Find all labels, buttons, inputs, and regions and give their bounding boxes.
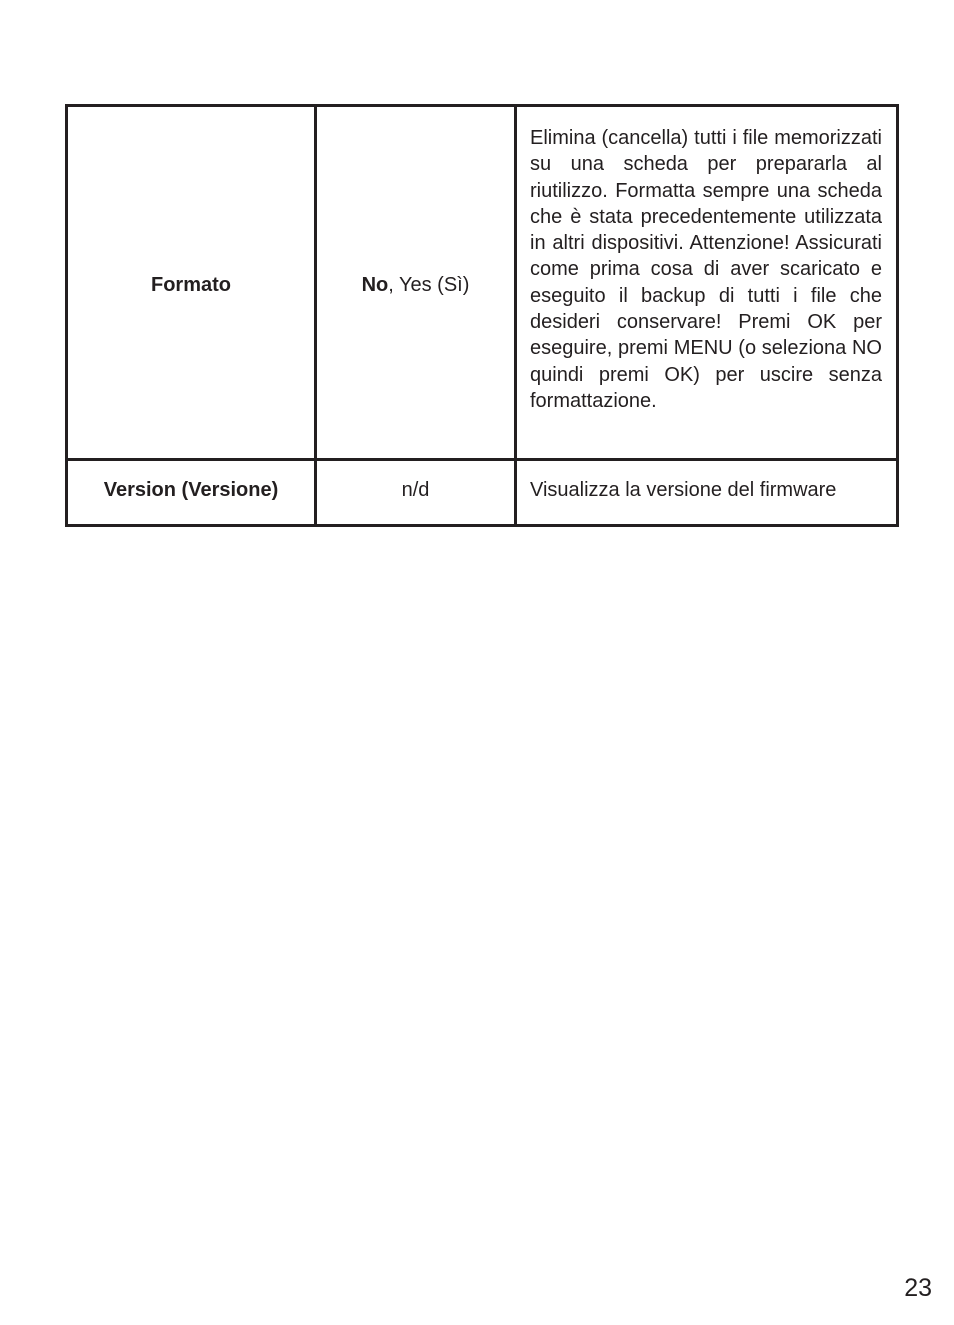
other-options: , Yes (Sì) [388,273,470,296]
table-row-format [67,106,898,460]
settings-table [65,104,899,527]
setting-options-cell [316,106,516,460]
page-number: 23 [904,1274,932,1302]
setting-description-cell: Elimina (cancella) tutti i file memorizzati su una scheda per prepararla al riutilizzo. Formatta sempre una scheda che è stata precedentemente utilizzata in altri dispositivi. Attenzione! Assicurati come prima cosa di aver scaricato e eseguito il backup di tutti i file che desideri conservare! Premi OK per eseguire, premi MENU (o seleziona NO quindi premi OK) per uscire senza formattazione. [516,106,898,460]
setting-name-cell: Version (Versione) [67,460,316,526]
setting-options-cell: n/d [316,460,516,526]
table-row-version [67,460,898,526]
default-option: No [361,273,389,296]
setting-description-cell: Visualizza la versione del firmware [516,460,898,526]
setting-name-cell: Formato [67,106,316,460]
